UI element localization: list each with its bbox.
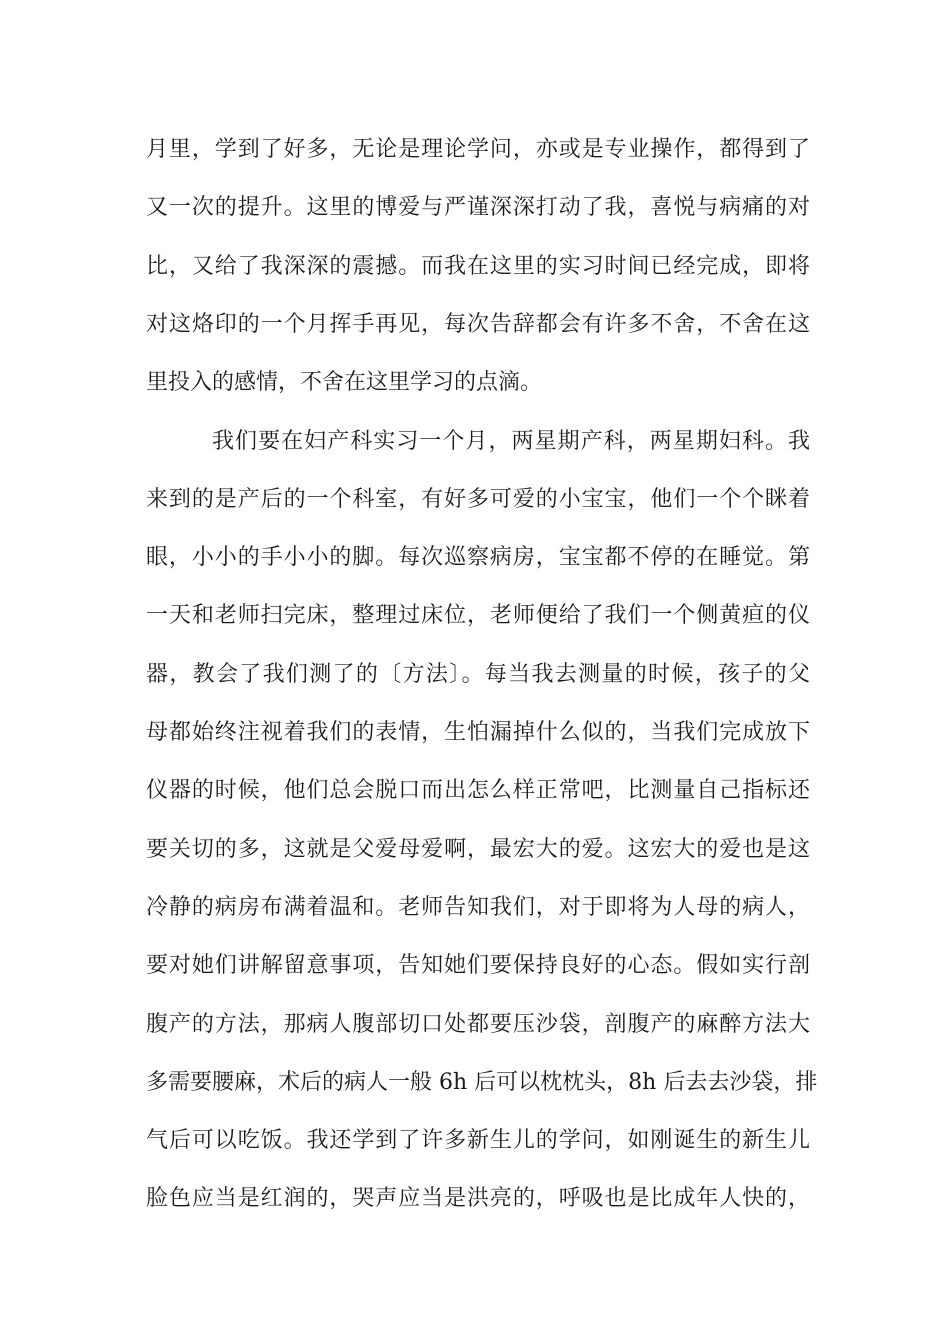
text-line: 又一次的提升。这里的博爱与严谨深深打动了我，喜悦与病痛的对 bbox=[146, 195, 810, 220]
text-line: 仪器的时候，他们总会脱口而出怎么样正常吧，比测量自己指标还 bbox=[146, 778, 810, 803]
text-line: 我们要在妇产科实习一个月，两星期产科，两星期妇科。我 bbox=[212, 429, 810, 454]
text-line: 要对她们讲解留意事项，告知她们要保持良好的心态。假如实行剖 bbox=[146, 953, 810, 978]
text-line: 多需要腰麻，术后的病人一般 6h 后可以枕枕头，8h 后去去沙袋，排 bbox=[146, 1070, 818, 1095]
text-line: 器，教会了我们测了的〔方法〕。每当我去测量的时候，孩子的父 bbox=[146, 662, 810, 687]
text-line: 来到的是产后的一个科室，有好多可爱的小宝宝，他们一个个眯着 bbox=[146, 487, 810, 512]
text-line: 眼，小小的手小小的脚。每次巡察病房，宝宝都不停的在睡觉。第 bbox=[146, 545, 810, 570]
text-line: 气后可以吃饭。我还学到了许多新生儿的学问，如刚诞生的新生儿 bbox=[146, 1128, 810, 1153]
text-line: 母都始终注视着我们的表情，生怕漏掉什么似的，当我们完成放下 bbox=[146, 720, 810, 745]
text-line: 要关切的多，这就是父爱母爱啊，最宏大的爱。这宏大的爱也是这 bbox=[146, 837, 810, 862]
text-line: 脸色应当是红润的，哭声应当是洪亮的，呼吸也是比成年人快的， bbox=[146, 1186, 810, 1211]
text-line: 冷静的病房布满着温和。老师告知我们，对于即将为人母的病人， bbox=[146, 895, 810, 920]
text-line: 里投入的感情，不舍在这里学习的点滴。 bbox=[146, 370, 543, 395]
text-line: 月里，学到了好多，无论是理论学问，亦或是专业操作，都得到了 bbox=[146, 137, 810, 162]
text-line: 一天和老师扫完床，整理过床位，老师便给了我们一个侧黄疸的仪 bbox=[146, 603, 810, 628]
text-line: 比，又给了我深深的震撼。而我在这里的实习时间已经完成，即将 bbox=[146, 254, 810, 279]
text-line: 对这烙印的一个月挥手再见，每次告辞都会有许多不舍，不舍在这 bbox=[146, 312, 810, 337]
text-line: 腹产的方法，那病人腹部切口处都要压沙袋，剖腹产的麻醉方法大 bbox=[146, 1012, 810, 1037]
